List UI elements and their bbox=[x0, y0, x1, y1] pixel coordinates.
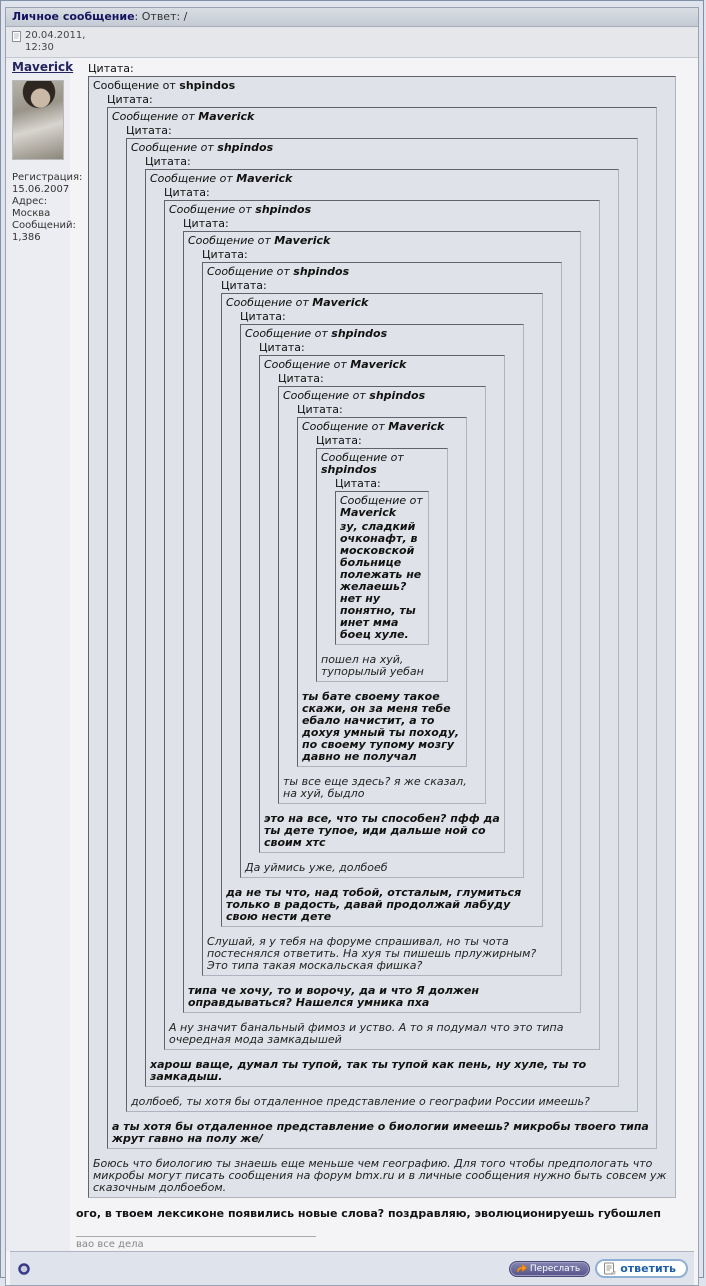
quote-label: Цитата: bbox=[316, 434, 362, 447]
quote-block-2 bbox=[107, 94, 657, 1149]
signature-text: вао все дела bbox=[76, 1239, 144, 1250]
quote-author: shpindos bbox=[179, 79, 236, 92]
quote-header-prefix: Сообщение от bbox=[93, 79, 176, 92]
action-bar bbox=[10, 1251, 694, 1285]
quote-box bbox=[297, 417, 467, 767]
registration-label: Регистрация: bbox=[12, 172, 83, 183]
quote-header-prefix: Сообщение от bbox=[112, 110, 195, 123]
posts-value: 1,386 bbox=[12, 232, 41, 243]
quote-header bbox=[188, 235, 576, 247]
quote-header bbox=[226, 297, 538, 309]
reply-button[interactable] bbox=[595, 1259, 688, 1278]
quote-author: shpindos bbox=[331, 327, 388, 340]
quote-block-6 bbox=[183, 218, 581, 1013]
quote-box bbox=[183, 231, 581, 1013]
user-panel bbox=[6, 58, 83, 1251]
quote-header-prefix: Сообщение от bbox=[207, 265, 290, 278]
quote-block-10 bbox=[259, 342, 505, 853]
quote-label: Цитата: bbox=[145, 155, 191, 168]
quote-author: Maverick bbox=[198, 110, 255, 123]
post-header-bar bbox=[6, 27, 698, 58]
quote-label: Цитата: bbox=[164, 186, 210, 199]
quote-reply: харош ваще, думал ты тупой, так ты тупой как пень, ну хуле, ты то замкадыш. bbox=[150, 1058, 587, 1083]
quote-header-prefix: Сообщение от bbox=[131, 141, 214, 154]
quote-block-9 bbox=[240, 311, 524, 878]
quote-block-11 bbox=[278, 373, 486, 804]
quote-label: Цитата: bbox=[183, 217, 229, 230]
quote-reply: Да уймись уже, долбоеб bbox=[245, 861, 388, 874]
quote-header bbox=[131, 142, 633, 154]
quote-header-prefix: Сообщение от bbox=[188, 234, 271, 247]
quote-reply: Слушай, я у тебя на форуме спрашивал, но ты чота постеснялся ответить. На хуя ты пишешь прлужирным? Это типа такая москальская фишка? bbox=[207, 935, 537, 972]
quote-box bbox=[88, 76, 676, 1198]
private-message bbox=[6, 58, 698, 1251]
message-text: ого, в твоем лексиконе появились новые слова? поздравляю, эволюционируешь губошлеп bbox=[76, 1207, 661, 1220]
page-title-sub: : Ответ: / bbox=[134, 10, 188, 23]
quote-header-prefix: Сообщение от bbox=[150, 172, 233, 185]
quote-label: Цитата: bbox=[202, 248, 248, 261]
quote-reply: ты все еще здесь? я же сказал, на хуй, быдло bbox=[283, 775, 467, 800]
forward-button-label: Переслать bbox=[529, 1263, 581, 1274]
quote-box bbox=[107, 107, 657, 1149]
quote-header bbox=[283, 390, 481, 402]
quote-box bbox=[202, 262, 562, 976]
quote-header-prefix: Сообщение от bbox=[340, 494, 423, 507]
quote-header-prefix: Сообщение от bbox=[264, 358, 347, 371]
quote-box bbox=[126, 138, 638, 1112]
quote-header bbox=[93, 80, 671, 92]
quote-header bbox=[112, 111, 652, 123]
quote-author: Maverick bbox=[274, 234, 331, 247]
username-link[interactable]: Maverick bbox=[12, 60, 74, 74]
address-label: Адрес: bbox=[12, 196, 48, 207]
quote-author: Maverick bbox=[388, 420, 445, 433]
quote-label: Цитата: bbox=[107, 93, 153, 106]
registration-value: 15.06.2007 bbox=[12, 184, 70, 195]
quote-reply: А ну значит банальный фимоз и уство. А то я подумал что это типа очередная мода замкадышей bbox=[169, 1021, 564, 1046]
address-value: Москва bbox=[12, 208, 51, 219]
quote-box bbox=[335, 491, 429, 645]
quote-header-prefix: Сообщение от bbox=[321, 451, 404, 464]
page-title-main: Личное сообщение bbox=[12, 10, 135, 23]
quote-author: shpindos bbox=[293, 265, 350, 278]
quote-block-4 bbox=[145, 156, 619, 1087]
quote-reply: да не ты что, над тобой, отсталым, глумиться только в радость, давай продолжай лабуду свою нести дете bbox=[226, 886, 522, 923]
quote-box bbox=[259, 355, 505, 853]
status-icon bbox=[18, 1263, 30, 1275]
quote-label: Цитата: bbox=[221, 279, 267, 292]
quote-block-1 bbox=[88, 63, 676, 1198]
quote-block-13 bbox=[316, 435, 448, 682]
quote-label: Цитата: bbox=[88, 62, 134, 75]
signature bbox=[76, 1236, 688, 1251]
quote-block-8 bbox=[221, 280, 543, 927]
quote-box bbox=[221, 293, 543, 927]
reply-button-label: ответить bbox=[620, 1262, 676, 1275]
quote-box bbox=[164, 200, 600, 1050]
quote-author: Maverick bbox=[340, 506, 397, 519]
quote-reply: пошел на хуй, тупорылый уебан bbox=[321, 653, 424, 678]
quote-box bbox=[316, 448, 448, 682]
quote-header-prefix: Сообщение от bbox=[283, 389, 366, 402]
message-body bbox=[70, 58, 698, 1251]
quote-header-prefix: Сообщение от bbox=[226, 296, 309, 309]
quote-header bbox=[207, 266, 557, 278]
quote-label: Цитата: bbox=[240, 310, 286, 323]
pm-board bbox=[5, 7, 699, 1286]
post-date-icon bbox=[12, 31, 21, 42]
quote-header bbox=[302, 421, 462, 433]
quote-text: зу, сладкий очконафт, в московской больнице полежать не желаешь? нет ну понятно, ты инет мма боец хуле. bbox=[340, 520, 422, 641]
quote-header bbox=[169, 204, 595, 216]
quote-author: Maverick bbox=[350, 358, 407, 371]
quote-author: shpindos bbox=[369, 389, 426, 402]
quote-block-14 bbox=[335, 478, 429, 645]
quote-author: shpindos bbox=[255, 203, 312, 216]
quote-block-12 bbox=[297, 404, 467, 767]
quote-label: Цитата: bbox=[126, 124, 172, 137]
quote-header bbox=[340, 495, 424, 519]
quote-author: shpindos bbox=[217, 141, 274, 154]
quote-label: Цитата: bbox=[278, 372, 324, 385]
quote-header bbox=[150, 173, 614, 185]
quote-label: Цитата: bbox=[335, 477, 381, 490]
quote-block-3 bbox=[126, 125, 638, 1112]
quote-header bbox=[321, 452, 443, 476]
quote-header-prefix: Сообщение от bbox=[245, 327, 328, 340]
quote-block-5 bbox=[164, 187, 600, 1050]
quote-header bbox=[245, 328, 519, 340]
quote-box bbox=[145, 169, 619, 1087]
quote-label: Цитата: bbox=[297, 403, 343, 416]
quote-reply: ты бате своему такое скажи, он за меня тебе ебало начистит, а то дохуя умный ты походу, по своему тупому мозгу давно не получал bbox=[302, 690, 460, 763]
avatar[interactable] bbox=[12, 80, 64, 160]
quote-box bbox=[240, 324, 524, 878]
forward-button[interactable] bbox=[509, 1261, 590, 1277]
reply-note-icon bbox=[603, 1262, 616, 1275]
quote-label: Цитата: bbox=[259, 341, 305, 354]
quote-header-prefix: Сообщение от bbox=[302, 420, 385, 433]
post-date: 20.04.2011, 12:30 bbox=[25, 30, 86, 53]
quote-header bbox=[264, 359, 500, 371]
posts-label: Сообщений: bbox=[12, 220, 76, 231]
signature-divider bbox=[76, 1236, 316, 1237]
action-buttons bbox=[509, 1259, 688, 1278]
quote-author: Maverick bbox=[236, 172, 293, 185]
page-title bbox=[6, 8, 698, 27]
quote-block-7 bbox=[202, 249, 562, 976]
forward-arrow-icon bbox=[516, 1264, 527, 1273]
quote-reply: это на все, что ты способен? пфф да ты дете тупое, иди дальше ной со своим хтс bbox=[264, 812, 500, 849]
quote-author: Maverick bbox=[312, 296, 369, 309]
quote-author: shpindos bbox=[321, 463, 377, 476]
quote-reply: типа че хочу, то и ворочу, да и что Я должен оправдываться? Нашелся умника пха bbox=[188, 984, 479, 1009]
quote-reply: Боюсь что биологию ты знаешь еще меньше чем географию. Для того чтобы предпологать что микробы могут писать сообщения на форум bmx.ru и в личные сообщения нужно быть совсем уж сказочным долбоебом. bbox=[93, 1157, 667, 1194]
quote-reply: долбоеб, ты хотя бы отдаленное представление о географии России имеешь? bbox=[131, 1095, 590, 1108]
quote-header-prefix: Сообщение от bbox=[169, 203, 252, 216]
user-stats bbox=[12, 172, 83, 244]
quote-reply: а ты хотя бы отдаленное представление о биологии имеешь? микробы твоего типа жрут гавно на полу же/ bbox=[112, 1120, 649, 1145]
quote-box bbox=[278, 386, 486, 804]
